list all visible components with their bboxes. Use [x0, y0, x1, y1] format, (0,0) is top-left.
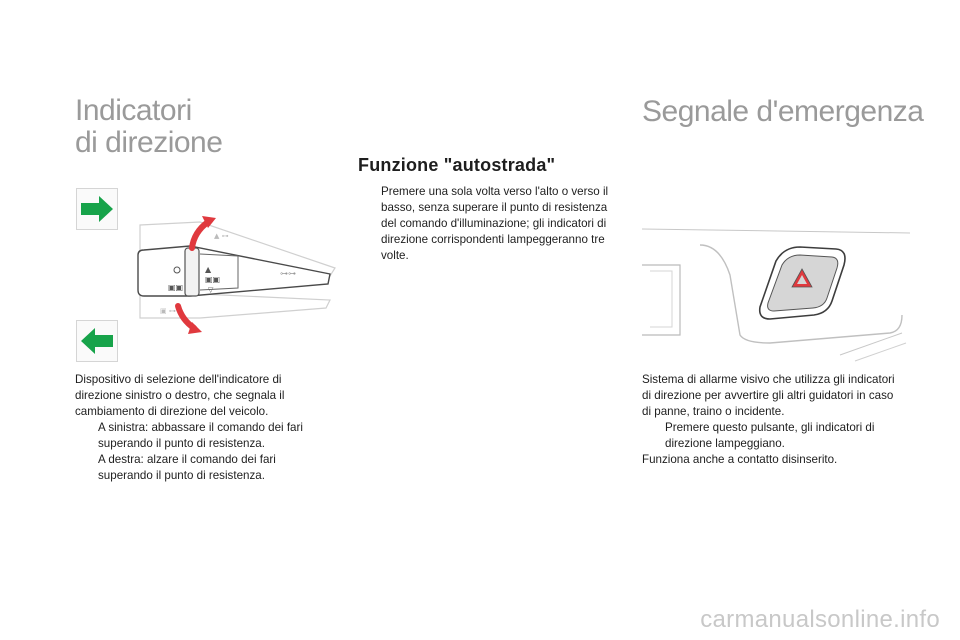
right-intro: Sistema di allarme visivo che utilizza gli indicatori di direzione per avvertire gli altri guidatori in caso di panne, traino o incidente.	[642, 373, 895, 418]
title-line-2: di direzione	[75, 126, 223, 159]
left-intro: Dispositivo di selezione dell'indicatore di direzione sinistro o destro, che segnala il cambiamento di direzione del veicolo.	[75, 373, 285, 418]
svg-text:⊶⊶: ⊶⊶	[280, 269, 296, 278]
svg-text:▣▣: ▣▣	[205, 275, 221, 284]
watermark: carmanualsonline.info	[700, 606, 940, 633]
left-bullet-1	[75, 420, 330, 452]
left-body-text	[75, 372, 330, 484]
title-line-1: Indicatori	[75, 94, 192, 127]
right-turn-arrow-box	[76, 188, 118, 230]
hazard-button-illustration	[640, 215, 910, 365]
left-bullet-2	[75, 452, 330, 484]
page-title-segnale: Segnale d'emergenza	[642, 95, 924, 128]
right-bullet-1	[642, 420, 897, 452]
svg-text:▣ ⊶: ▣ ⊶	[160, 307, 176, 315]
section-title-autostrada: Funzione "autostrada"	[358, 155, 556, 175]
arrow-right-icon	[77, 189, 117, 229]
right-body-text	[642, 372, 897, 468]
svg-text:▽: ▽	[208, 286, 214, 294]
turn-signal-lever-illustration	[130, 210, 340, 340]
middle-body-text	[358, 184, 613, 264]
arrow-left-icon	[77, 321, 117, 361]
svg-text:▲ ⊶: ▲ ⊶	[214, 232, 229, 240]
left-bullet-1-text: A sinistra: abbassare il comando dei fari superando il punto di resistenza.	[98, 421, 303, 450]
middle-bullet-1-text: Premere una sola volta verso l'alto o verso il basso, senza superare il punto di resistenza del comando d'illuminazione; gli indicatori di direzione corrispondenti lampeggeranno tre volte.	[381, 185, 609, 262]
svg-text:▲: ▲	[205, 265, 212, 274]
middle-bullet-1	[358, 184, 613, 264]
left-bullet-2-text: A destra: alzare il comando dei fari superando il punto di resistenza.	[98, 453, 276, 482]
right-outro: Funziona anche a contatto disinserito.	[642, 453, 838, 466]
svg-text:▣▣: ▣▣	[168, 283, 184, 292]
left-turn-arrow-box	[76, 320, 118, 362]
page-title-indicatori	[75, 95, 222, 159]
right-bullet-1-text: Premere questo pulsante, gli indicatori di direzione lampeggiano.	[665, 421, 875, 450]
